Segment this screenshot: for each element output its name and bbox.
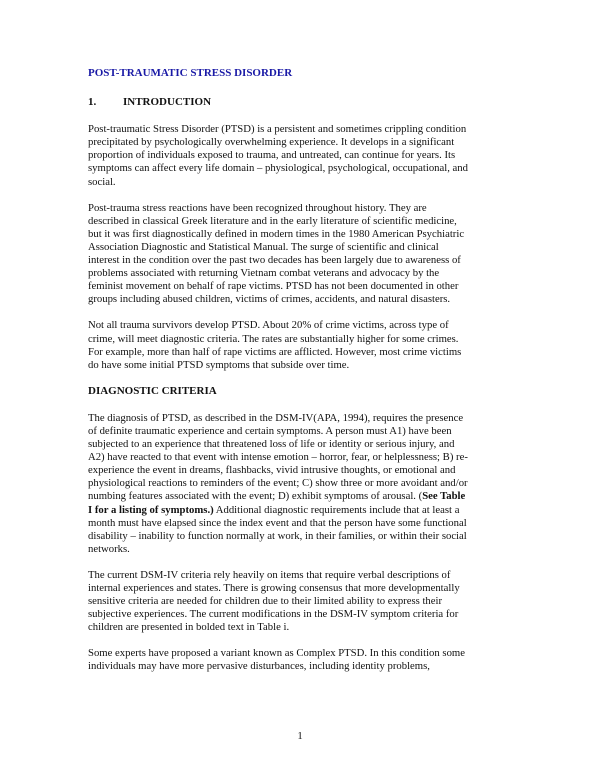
section-heading-introduction xyxy=(88,96,520,109)
text-line: social. xyxy=(88,175,116,188)
text-line: internal experiences and states. There is growing consensus that more developmentally xyxy=(88,582,460,594)
page-number: 1 xyxy=(297,730,303,742)
text-line xyxy=(88,504,520,517)
text-line: of definite traumatic experience and certain symptoms. A person must A1) have been xyxy=(88,424,452,437)
text-line: Post-traumatic Stress Disorder (PTSD) is a persistent and sometimes crippling condition xyxy=(88,123,467,136)
text-line: subjected to an experience that threatened loss of life or identity or serious injury, and xyxy=(88,438,455,451)
text-line: crime, will meet diagnostic criteria. The rates are substantially higher for some crimes. xyxy=(88,332,459,345)
text-span: numbing features associated with the event; D) exhibit symptoms of arousal. ( xyxy=(88,490,423,503)
text-line: Post-trauma stress reactions have been recognized throughout history. They are xyxy=(88,201,427,214)
text-line: interest in the condition over the past two decades has been largely due to awareness of xyxy=(88,254,461,267)
text-line: experience the event in dreams, flashbacks, vivid intrusive thoughts, or emotional and xyxy=(88,464,456,477)
diagnostic-paragraph-3 xyxy=(88,647,520,673)
intro-paragraph-2 xyxy=(88,202,520,307)
text-line: children are presented in bolded text in Table i. xyxy=(88,621,290,634)
table-reference-bold: See Table xyxy=(422,490,466,503)
intro-paragraph-3 xyxy=(88,319,520,371)
text-line: subjective experiences. The current modifications in the DSM-IV symptom criteria for xyxy=(88,608,459,621)
text-line: problems associated with returning Vietnam combat veterans and advocacy by the xyxy=(88,267,440,280)
table-reference-bold: I for a listing of symptoms.) xyxy=(88,503,214,516)
text-line: physiological reactions to reminders of the event; C) show three or more avoidant and/or xyxy=(88,477,468,490)
text-line: disability – inability to function normally at work, in their families, or within their social xyxy=(88,529,467,542)
text-line: Some experts have proposed a variant known as Complex PTSD. In this condition some xyxy=(88,647,465,660)
text-line: sensitive criteria are needed for children due to their limited ability to express their xyxy=(88,595,443,608)
text-line: networks. xyxy=(88,542,130,555)
text-line: month must have elapsed since the index event and that the person have some functional xyxy=(88,516,467,529)
diagnostic-paragraph-2 xyxy=(88,569,520,634)
document-body xyxy=(88,67,520,687)
text-line: feminist movement on behalf of rape victims. PTSD has not been documented in other xyxy=(88,280,459,293)
document-title: POST-TRAUMATIC STRESS DISORDER xyxy=(88,67,293,79)
text-line: The diagnosis of PTSD, as described in the DSM-IV(APA, 1994), requires the presence xyxy=(88,411,464,424)
text-line: The current DSM-IV criteria rely heavily on items that require verbal descriptions of xyxy=(88,568,451,581)
text-line: do have some initial PTSD symptoms that subside over time. xyxy=(88,358,350,371)
text-span: Additional diagnostic requirements include that at least a xyxy=(213,503,460,516)
section-heading-diagnostic-criteria: DIAGNOSTIC CRITERIA xyxy=(88,384,217,397)
intro-paragraph-1 xyxy=(88,123,520,188)
text-line: Not all trauma survivors develop PTSD. About 20% of crime victims, across type of xyxy=(88,319,449,332)
text-line: Association Diagnostic and Statistical Manual. The surge of scientific and clinical xyxy=(88,240,439,253)
text-line: A2) have reacted to that event with intense emotion – horror, fear, or helplessness; B) re- xyxy=(88,451,468,464)
text-line: described in classical Greek literature and in the early literature of scientific medicine, xyxy=(88,214,457,227)
text-line xyxy=(88,490,520,503)
text-line: groups including abused children, victims of crimes, accidents, and natural disasters. xyxy=(88,293,451,306)
section-title: INTRODUCTION xyxy=(123,96,212,109)
text-line: individuals may have more pervasive disturbances, including identity problems, xyxy=(88,660,430,673)
text-line: proportion of individuals exposed to trauma, and untreated, can continue for years. Its xyxy=(88,149,456,162)
text-line: precipitated by psychologically overwhelming experience. It develops in a significant xyxy=(88,136,455,149)
text-line: For example, more than half of rape victims are afflicted. However, most crime victims xyxy=(88,345,462,358)
diagnostic-paragraph-1 xyxy=(88,412,520,556)
text-line: symptoms can affect every life domain – physiological, psychological, occupational, and xyxy=(88,162,468,175)
text-line: but it was first diagnostically defined in modern times in the 1980 American Psychiatric xyxy=(88,227,465,240)
section-number: 1. xyxy=(88,96,97,109)
